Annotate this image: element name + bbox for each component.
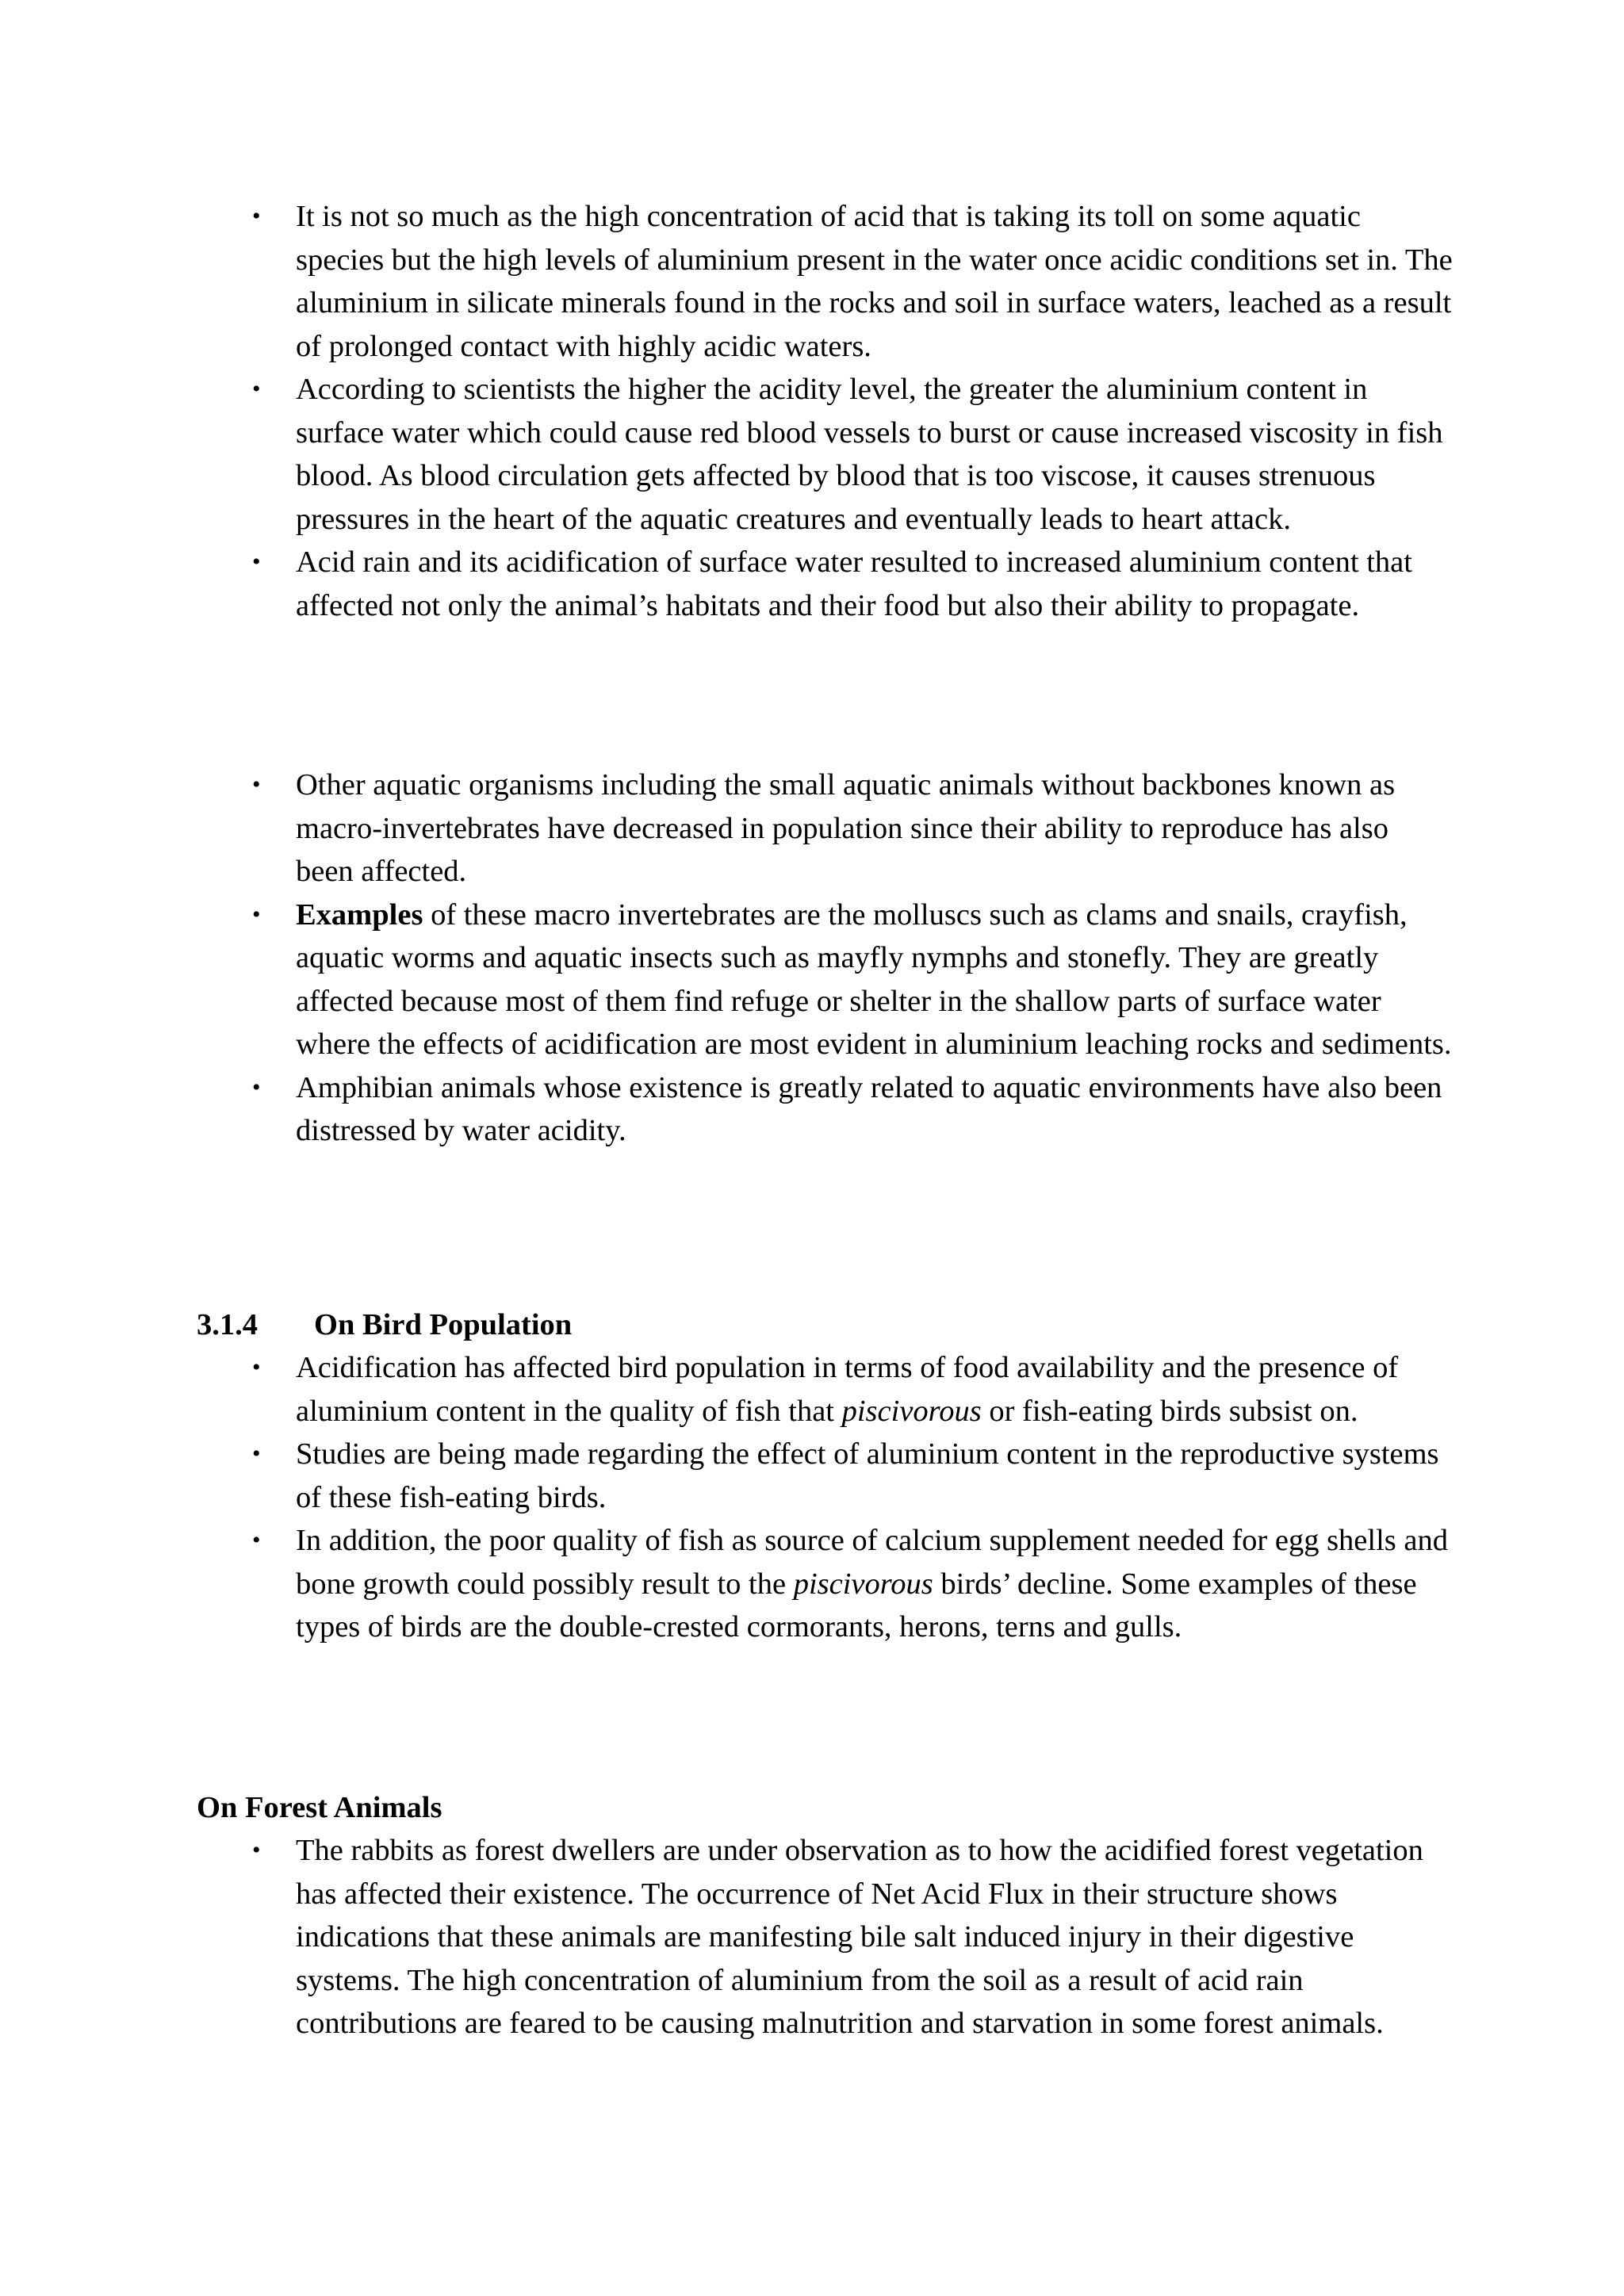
section-heading-bird-population	[197, 1303, 572, 1347]
list-item	[252, 1066, 1454, 1153]
bullet-icon: •	[252, 203, 261, 229]
text-run: According to scientists the higher the acidity level, the greater the aluminium content in surface water which could cause red blood vessels to burst or cause increased viscosity in fish blood. As blood circulation gets affected by blood that is too viscose, it causes strenuous pressures in the heart of the aquatic creatures and eventually leads to heart attack.	[296, 373, 1443, 536]
forest-animals-list	[252, 1829, 1454, 2045]
list-item	[252, 195, 1454, 368]
bird-population-list	[252, 1346, 1454, 1649]
text-run: Acidification has affected bird population in terms of food availability and the presence of aluminium content in the quality of fish that	[296, 1351, 1399, 1428]
list-item	[252, 1829, 1454, 2045]
text-run: Amphibian animals whose existence is greatly related to aquatic environments have also been distressed by water acidity.	[296, 1070, 1442, 1147]
italic-term: piscivorous	[793, 1567, 933, 1601]
text-run: Other aquatic organisms including the small aquatic animals without backbones known as macro-invertebrates have decreased in population since their ability to reproduce has also been affected.	[296, 768, 1396, 888]
bullet-icon: •	[252, 1527, 261, 1553]
section-heading-forest-animals	[197, 1786, 442, 1830]
bullet-icon: •	[252, 1441, 261, 1467]
list-item	[252, 1346, 1454, 1433]
text-run: Acid rain and its acidification of surface water resulted to increased aluminium content that affected not only the animal’s habitats and their food but also their ability to propagate.	[296, 545, 1412, 622]
list-item	[252, 1519, 1454, 1649]
list-item	[252, 763, 1454, 894]
italic-term: piscivorous	[841, 1394, 982, 1428]
bullet-icon: •	[252, 771, 261, 798]
bullet-icon: •	[252, 376, 261, 402]
text-run: It is not so much as the high concentration of acid that is taking its toll on some aquatic species but the high levels of aluminium present in the water once acidic conditions set in. The aluminium in silicate minerals found in the rocks and soil in surface waters, leached as a result of prolonged contact with highly acidic waters.	[296, 200, 1453, 363]
bullet-icon: •	[252, 901, 261, 928]
section-number: 3.1.4	[197, 1308, 258, 1341]
bullet-icon: •	[252, 1073, 261, 1100]
text-run: In addition, the poor quality of fish as source of calcium supplement needed for egg shells and bone growth could possibly result to the	[296, 1524, 1448, 1601]
section-title: On Forest Animals	[197, 1791, 442, 1824]
bold-text: Examples	[296, 897, 423, 932]
aluminium-effects-list	[252, 195, 1454, 627]
macro-invertebrates-list	[252, 763, 1454, 1153]
bullet-icon: •	[252, 1354, 261, 1380]
text-run: birds’ decline. Some examples of these types of birds are the double-crested cormorants, herons, terns and gulls.	[296, 1567, 1417, 1644]
bullet-icon: •	[252, 1837, 261, 1863]
list-item	[252, 894, 1454, 1066]
text-run: The rabbits as forest dwellers are under observation as to how the acidified forest vegetation has affected their existence. The occurrence of Net Acid Flux in their structure shows indications that these animals are manifesting bile salt induced injury in their digestive systems. The high concentration of aluminium from the soil as a result of acid rain contributions are feared to be causing malnutrition and starvation in some forest animals.	[296, 1834, 1423, 2040]
section-title: On Bird Population	[314, 1308, 573, 1341]
bullet-icon: •	[252, 549, 261, 575]
list-item	[252, 1433, 1454, 1519]
text-run: of these macro invertebrates are the molluscs such as clams and snails, crayfish, aquatic worms and aquatic insects such as mayfly nymphs and stonefly. They are greatly affected because most of them find refuge or shelter in the shallow parts of surface water where the effects of acidification are most evident in aluminium leaching rocks and sediments.	[296, 897, 1452, 1061]
text-run: Studies are being made regarding the effect of aluminium content in the reproductive systems of these fish-eating birds.	[296, 1437, 1439, 1514]
list-item	[252, 368, 1454, 541]
list-item	[252, 541, 1454, 627]
text-run: or fish-eating birds subsist on.	[981, 1394, 1358, 1428]
